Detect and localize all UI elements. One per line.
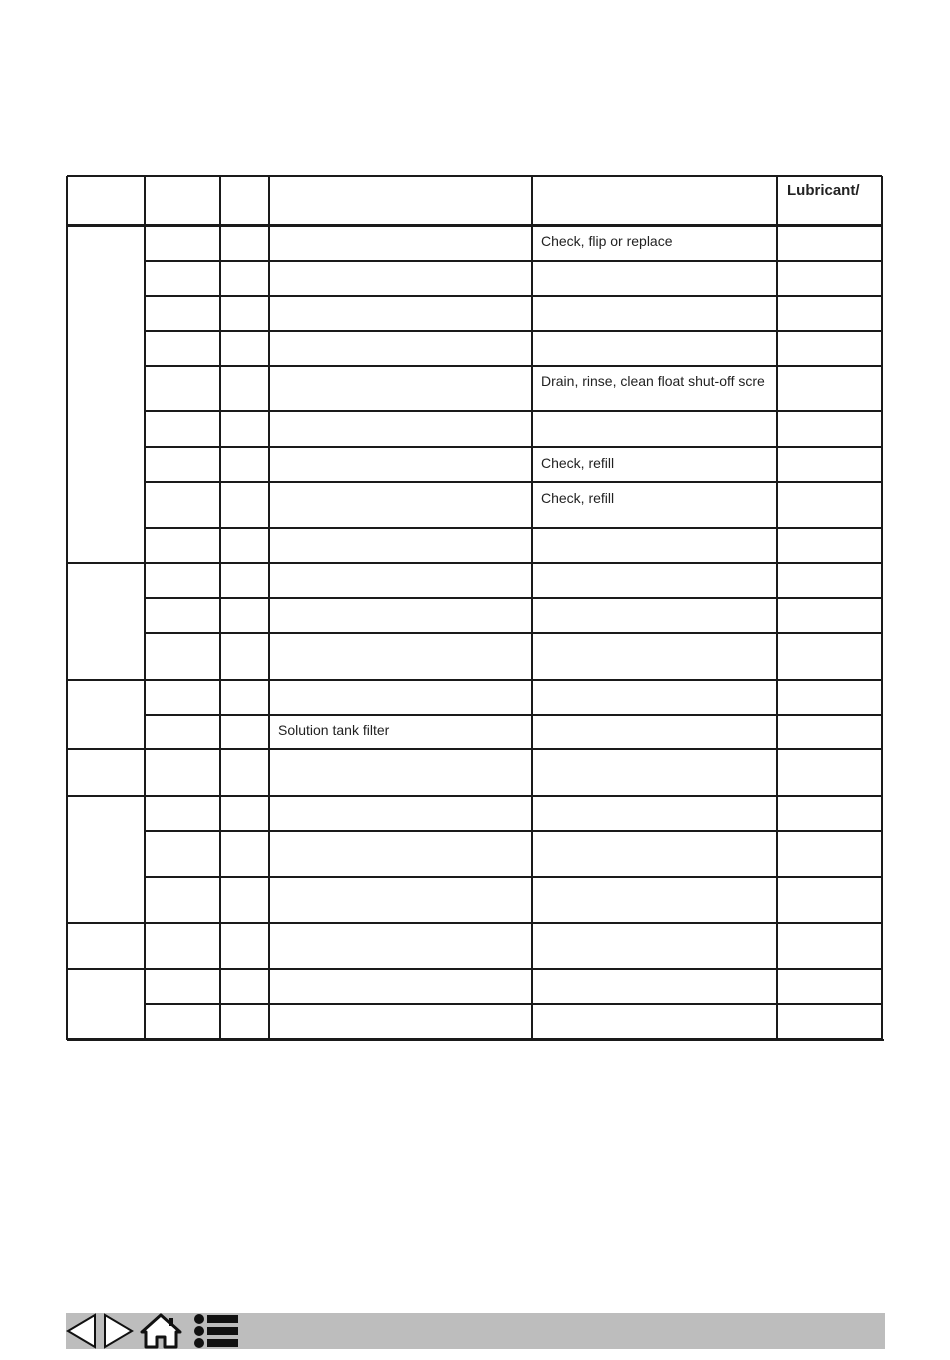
cell-drain-rinse: Drain, rinse, clean float shut-off scre <box>541 373 765 389</box>
previous-page-icon[interactable] <box>66 1313 98 1349</box>
next-page-icon[interactable] <box>102 1313 134 1349</box>
header-lubricant: Lubricant/ <box>787 182 860 199</box>
home-icon[interactable] <box>140 1313 182 1349</box>
contents-list-icon[interactable] <box>192 1313 240 1349</box>
cell-check-refill-1: Check, refill <box>541 455 615 471</box>
cell-check-flip-replace: Check, flip or replace <box>541 233 673 249</box>
cell-check-refill-2: Check, refill <box>541 490 615 506</box>
cell-solution-tank-filter: Solution tank filter <box>278 722 390 738</box>
footer-nav-bar <box>66 1313 885 1349</box>
